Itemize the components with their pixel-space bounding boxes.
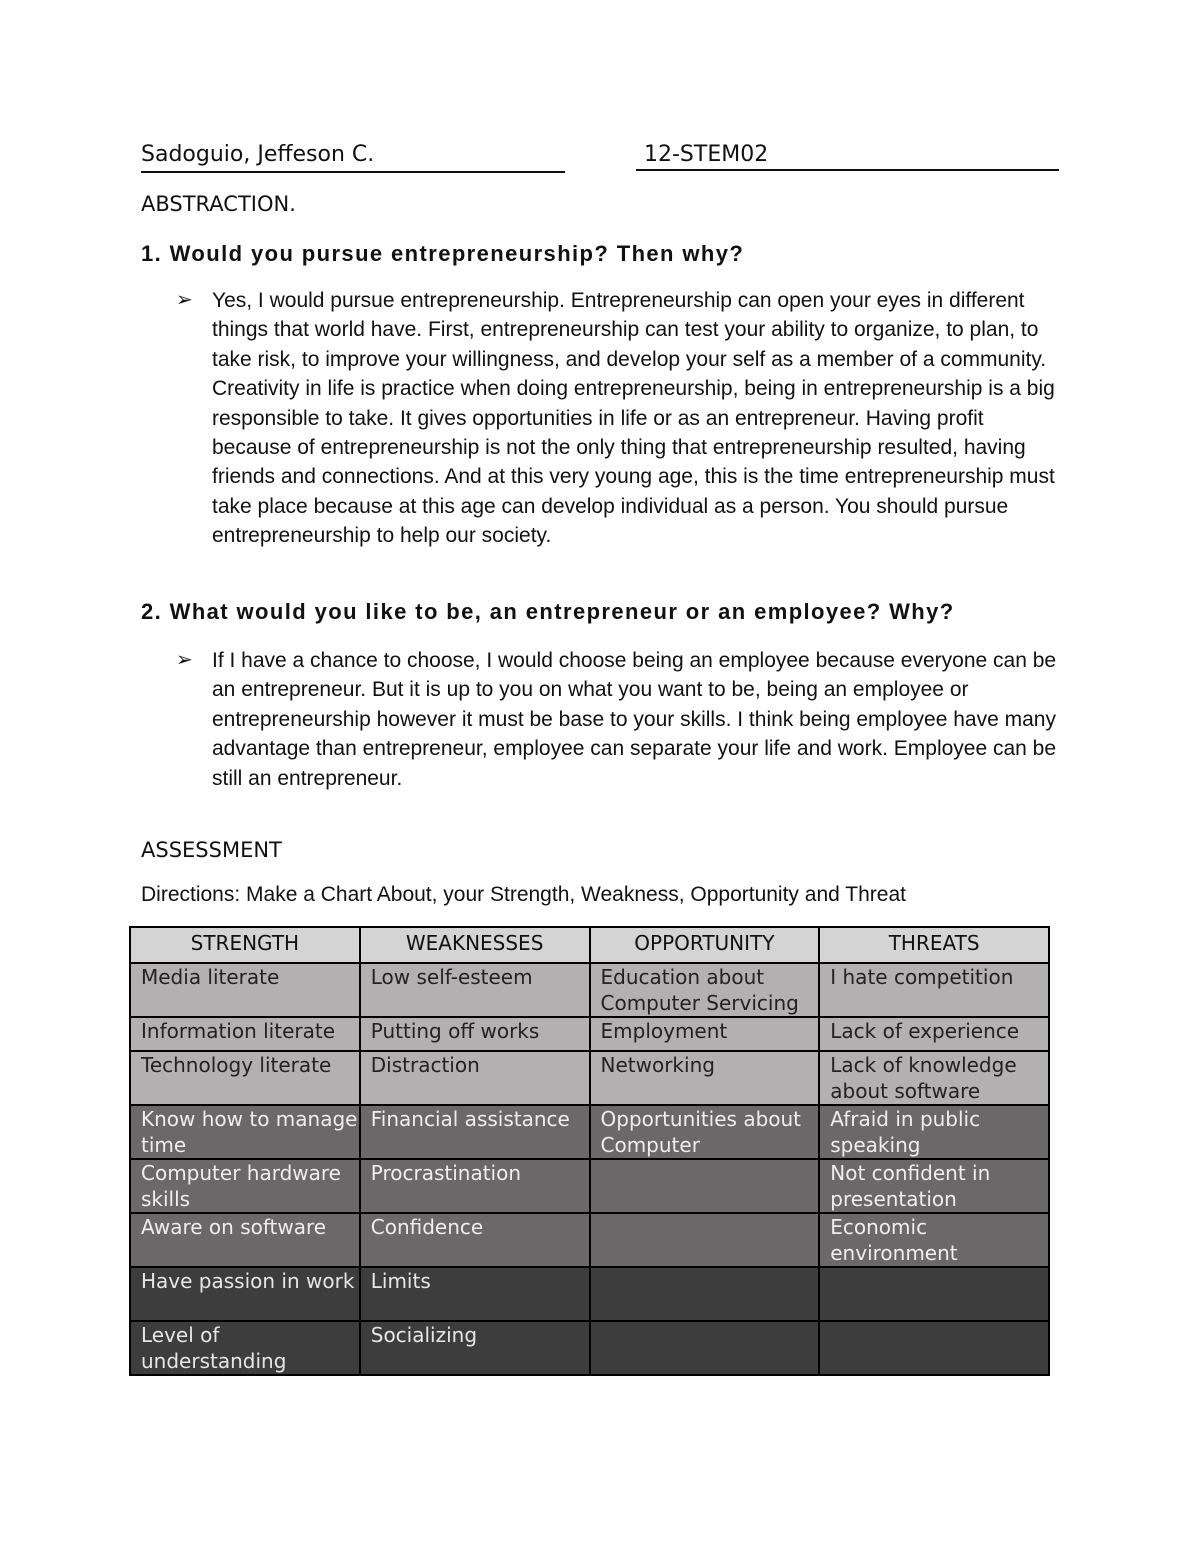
arrowhead-bullet-icon: ➢ bbox=[176, 649, 193, 671]
student-name-field: Sadoguio, Jeffeson C. bbox=[141, 140, 565, 173]
table-cell: Computer hardware skills bbox=[130, 1159, 360, 1213]
table-cell: Afraid in public speaking bbox=[819, 1105, 1049, 1159]
column-header-opportunity: OPPORTUNITY bbox=[590, 927, 820, 963]
question-1: 1. Would you pursue entrepreneurship? Then why? bbox=[141, 241, 745, 266]
table-cell: Level of understanding bbox=[130, 1321, 360, 1375]
table-row bbox=[130, 1017, 1049, 1051]
table-row bbox=[130, 1267, 1049, 1321]
answer-1: Yes, I would pursue entrepreneurship. Entrepreneurship can open your eyes in different things that world have. First, entrepreneurship can test your ability to organize, to plan, to take risk, to improve your willingness, and develop your self as a member of a community. Creativity in life is practice when doing entrepreneurship, being in entrepreneurship is a big responsible to take. It gives opportunities in life or as an entrepreneur. Having profit because of entrepreneurship is not the only thing that entrepreneurship resulted, having friends and connections. And at this very young age, this is the time entrepreneurship must take place because at this age can develop individual as a person. You should pursue entrepreneurship to help our society. bbox=[212, 289, 1055, 548]
table-cell bbox=[590, 1159, 820, 1213]
table-row bbox=[130, 1321, 1049, 1375]
table-cell bbox=[819, 1321, 1049, 1375]
table-cell bbox=[590, 1321, 820, 1375]
table-cell: Have passion in work bbox=[130, 1267, 360, 1321]
table-cell: Media literate bbox=[130, 963, 360, 1017]
table-cell: Employment bbox=[590, 1017, 820, 1051]
table-cell: Economic environment bbox=[819, 1213, 1049, 1267]
table-cell: Socializing bbox=[360, 1321, 590, 1375]
table-row bbox=[130, 1105, 1049, 1159]
arrowhead-bullet-icon: ➢ bbox=[176, 289, 193, 311]
table-cell: Know how to manage time bbox=[130, 1105, 360, 1159]
table-cell: Procrastination bbox=[360, 1159, 590, 1213]
table-row bbox=[130, 1051, 1049, 1105]
column-header-weaknesses: WEAKNESSES bbox=[360, 927, 590, 963]
assessment-directions: Directions: Make a Chart About, your Strength, Weakness, Opportunity and Threat bbox=[141, 883, 906, 906]
table-cell bbox=[590, 1213, 820, 1267]
table-cell: Confidence bbox=[360, 1213, 590, 1267]
table-cell: Putting off works bbox=[360, 1017, 590, 1051]
answer-2: If I have a chance to choose, I would choose being an employee because everyone can be an entrepreneur. But it is up to you on what you want to be, being an employee or entrepreneurship however it must be base to your skills. I think being employee have many advantage than entrepreneur, employee can separate your life and work. Employee can be still an entrepreneur. bbox=[212, 649, 1057, 790]
question-2: 2. What would you like to be, an entrepreneur or an employee? Why? bbox=[141, 599, 955, 624]
table-cell: I hate competition bbox=[819, 963, 1049, 1017]
table-header-row bbox=[130, 927, 1049, 963]
table-cell: Financial assistance bbox=[360, 1105, 590, 1159]
table-cell: Lack of experience bbox=[819, 1017, 1049, 1051]
table-cell: Information literate bbox=[130, 1017, 360, 1051]
swot-table bbox=[129, 926, 1050, 1376]
table-cell: Low self-esteem bbox=[360, 963, 590, 1017]
table-cell: Opportunities about Computer bbox=[590, 1105, 820, 1159]
table-cell: Not confident in presentation bbox=[819, 1159, 1049, 1213]
student-header bbox=[141, 140, 1059, 174]
table-cell bbox=[819, 1267, 1049, 1321]
table-cell: Lack of knowledge about software bbox=[819, 1051, 1049, 1105]
column-header-threats: THREATS bbox=[819, 927, 1049, 963]
table-row bbox=[130, 1159, 1049, 1213]
column-header-strength: STRENGTH bbox=[130, 927, 360, 963]
table-cell: Networking bbox=[590, 1051, 820, 1105]
table-row bbox=[130, 1213, 1049, 1267]
table-cell: Aware on software bbox=[130, 1213, 360, 1267]
abstraction-heading: ABSTRACTION. bbox=[141, 192, 296, 216]
table-cell: Distraction bbox=[360, 1051, 590, 1105]
section-field: 12-STEM02 bbox=[636, 140, 1059, 171]
table-cell: Limits bbox=[360, 1267, 590, 1321]
table-row bbox=[130, 963, 1049, 1017]
assessment-heading: ASSESSMENT bbox=[141, 838, 282, 862]
table-cell bbox=[590, 1267, 820, 1321]
table-cell: Education about Computer Servicing bbox=[590, 963, 820, 1017]
table-cell: Technology literate bbox=[130, 1051, 360, 1105]
